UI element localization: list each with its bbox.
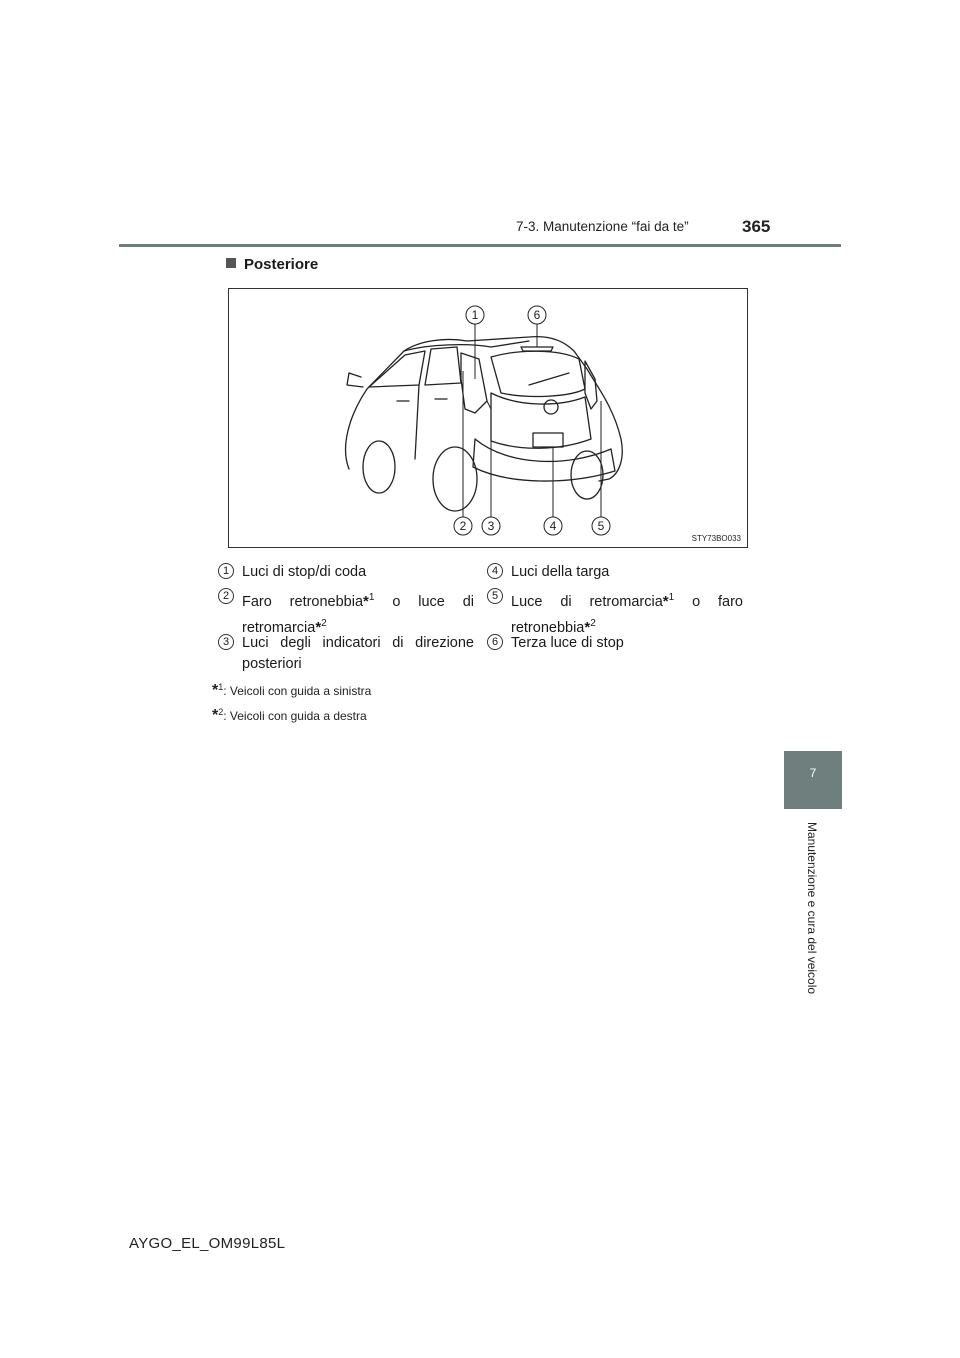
side-mirror — [347, 373, 363, 387]
legend-item-2 — [222, 587, 474, 639]
callout-label-6: 6 — [533, 308, 541, 322]
rear-wiper — [529, 373, 569, 385]
footnote-star-2: * — [212, 707, 219, 724]
rear-lights-figure — [228, 288, 748, 548]
legend-text-6: Terza luce di stop — [511, 635, 624, 651]
footnote-star-1: * — [212, 682, 219, 699]
chapter-number: 7 — [809, 766, 817, 780]
legend-item-1 — [222, 562, 474, 583]
car-tailgate — [491, 393, 591, 448]
legend-text-4: Luci della targa — [511, 564, 610, 580]
footnote-2 — [212, 707, 367, 725]
legend-item-3 — [222, 633, 474, 675]
footnote-mark-1: 1 — [218, 682, 224, 692]
footnote-text-1: : Veicoli con guida a sinistra — [223, 684, 372, 698]
car-body-outline — [346, 337, 623, 481]
car-rear-illustration — [229, 289, 747, 547]
section-heading-text: Posteriore — [244, 256, 319, 273]
figure-code: STY73BO033 — [691, 534, 741, 543]
legend-number-4: 4 — [487, 563, 503, 579]
chapter-tab — [784, 751, 842, 809]
document-code: AYGO_EL_OM99L85L — [129, 1235, 286, 1252]
footnote-text-2: : Veicoli con guida a destra — [223, 709, 367, 723]
car-side-window-front — [369, 351, 425, 387]
callout-label-3: 3 — [487, 519, 495, 533]
callout-label-1: 1 — [471, 308, 479, 322]
license-plate-shape — [533, 433, 563, 447]
legend-number-3: 3 — [218, 634, 234, 650]
chapter-side-label-text: Manutenzione e cura del veicolo — [805, 821, 819, 995]
callout-label-2: 2 — [459, 519, 467, 533]
legend-item-4 — [491, 562, 743, 583]
legend-text-5: Luce di retromarcia*$^1$ o faro retronebbia*$^2$ — [511, 592, 743, 636]
car-rear-bumper — [473, 439, 615, 481]
footnote-mark-2: 2 — [218, 707, 224, 717]
car-rear-window — [491, 351, 585, 396]
callout-label-4: 4 — [549, 519, 557, 533]
square-bullet-icon — [226, 258, 236, 268]
legend-item-6 — [491, 633, 743, 654]
callout-label-5: 5 — [597, 519, 605, 533]
legend-number-6: 6 — [487, 634, 503, 650]
tail-light-left-shape — [461, 353, 487, 413]
legend-text-2: Faro retronebbia*$^1$ o luce di retromarcia*$^2$ — [242, 592, 474, 636]
legend-number-1: 1 — [218, 563, 234, 579]
page-number: 365 — [742, 217, 771, 236]
footnote-1 — [212, 682, 371, 700]
rear-emblem — [544, 400, 558, 414]
third-brake-light-shape — [521, 347, 553, 351]
legend-text-1: Luci di stop/di coda — [242, 564, 367, 580]
legend-item-5 — [491, 587, 743, 639]
legend-number-2: 2 — [218, 588, 234, 604]
car-door-line — [415, 385, 419, 459]
header-section-title: 7-3. Manutenzione “fai da te” — [516, 219, 689, 234]
section-heading — [226, 256, 318, 273]
legend-number-5: 5 — [487, 588, 503, 604]
car-side-window-rear — [425, 347, 461, 385]
header-rule — [119, 244, 841, 247]
legend-text-3: Luci degli indicatori di direzione posteriori — [242, 635, 474, 672]
wheel-rear-left — [433, 447, 477, 511]
wheel-front — [363, 441, 395, 493]
